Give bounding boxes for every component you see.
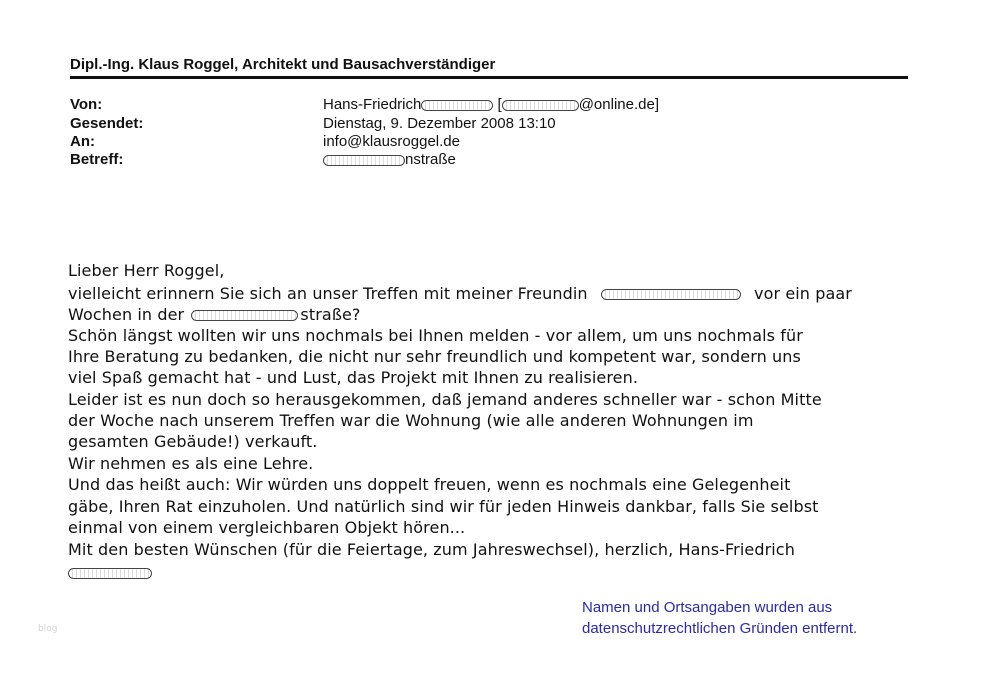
body-line-9: gesamten Gebäude!) verkauft. (68, 432, 318, 451)
body-line-14: Mit den besten Wünschen (für die Feiertage, zum Jahreswechsel), herzlich, Hans-Friedrich (68, 540, 795, 559)
body-greeting: Lieber Herr Roggel, (68, 261, 225, 280)
body-line-15 (68, 563, 152, 582)
body-line-2 (68, 284, 852, 303)
privacy-note-line-1: Namen und Ortsangaben wurden aus (582, 599, 833, 616)
body-line-4: Schön längst wollten wir uns nochmals bei Ihnen melden - vor allem, um uns nochmals für (68, 326, 803, 345)
body-line-3 (68, 305, 361, 324)
body-line-8: der Woche nach unserem Treffen war die Wohnung (wie alle anderen Wohnungen im (68, 411, 754, 430)
subject-value (323, 151, 456, 168)
from-name: Hans-Friedrich (323, 96, 422, 113)
watermark-text: blog (38, 624, 58, 634)
body-line-3-end: straße? (300, 305, 361, 324)
redacted-girlfriend-name (601, 289, 741, 300)
body-line-2-end: vor ein paar (754, 284, 852, 303)
from-email-suffix: @online.de] (578, 96, 659, 113)
privacy-note-line-2: datenschutzrechtlichen Gründen entfernt. (582, 620, 858, 637)
to-label: An: (70, 133, 95, 150)
body-line-7: Leider ist es nun doch so herausgekommen, daß jemand anderes schneller war - schon Mitte (68, 390, 822, 409)
redacted-signature-surname (68, 568, 152, 579)
body-line-10: Wir nehmen es als eine Lehre. (68, 454, 314, 473)
sent-value: Dienstag, 9. Dezember 2008 13:10 (323, 115, 556, 132)
body-line-12: gäbe, Ihren Rat einzuholen. Und natürlich sind wir für jeden Hinweis dankbar, falls Sie selbst (68, 497, 819, 516)
body-line-5: Ihre Beratung zu bedanken, die nicht nur sehr freundlich und kompetent war, sondern uns (68, 347, 801, 366)
body-line-2-text: vielleicht erinnern Sie sich an unser Treffen mit meiner Freundin (68, 284, 588, 303)
from-label: Von: (70, 96, 103, 113)
sent-label: Gesendet: (70, 115, 144, 132)
redacted-email-user (502, 100, 579, 111)
redacted-street-body (191, 310, 298, 321)
body-line-3-text: Wochen in der (68, 305, 185, 324)
letterhead-title: Dipl.-Ing. Klaus Roggel, Architekt und Bausachverständiger (70, 56, 496, 73)
body-line-11: Und das heißt auch: Wir würden uns doppelt freuen, wenn es nochmals eine Gelegenheit (68, 475, 791, 494)
body-line-13: einmal von einem vergleichbaren Objekt hören... (68, 518, 466, 537)
subject-label: Betreff: (70, 151, 124, 168)
body-line-6: viel Spaß gemacht hat - und Lust, das Projekt mit Ihnen zu realisieren. (68, 368, 639, 387)
header-rule (70, 76, 908, 79)
from-value (323, 96, 659, 113)
redacted-surname (421, 100, 493, 111)
redacted-street (323, 155, 405, 166)
subject-suffix: nstraße (405, 151, 456, 168)
from-bracket: [ (497, 96, 502, 113)
to-value: info@klausroggel.de (323, 133, 460, 150)
